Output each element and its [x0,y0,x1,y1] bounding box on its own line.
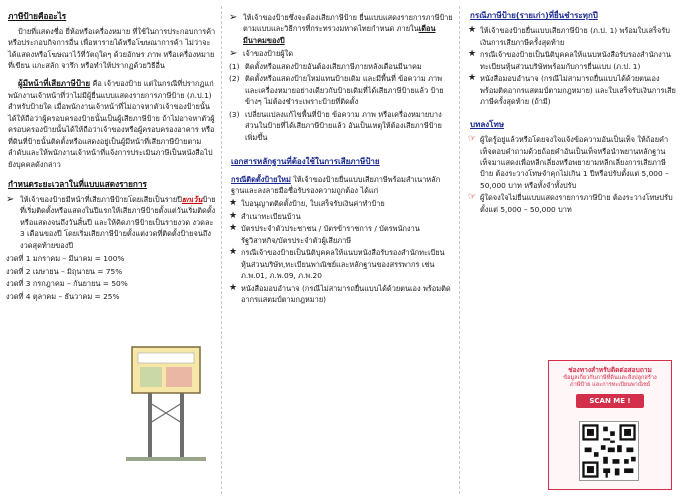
heading-filing-period: กำหนดระยะเวลาในที่แบบแสดงรายการ [8,179,147,190]
arrow-icon: ➢ [229,48,238,60]
paragraph-taxpayer [8,78,216,171]
column-left [6,8,216,304]
list-item [229,283,453,306]
star-icon: ★ [468,49,477,60]
column-divider [459,6,460,494]
item-number: (2) [229,74,240,84]
heading-penalties: บทลงโทษ [470,119,505,129]
item-text: ติดตั้งหรือแสดงป้ายใหม่แทนป้ายเดิม และมีพื้นที่ ข้อความ ภาพและเครื่องหมายอย่างเดียวกับป้ายเดิมที่ได้เสียภาษีป้ายแล้ว ป้ายข้างๆ ไม่ต้องชำระเพราะป้ายที่ติดตั้ง [245,74,444,107]
list-item [468,73,676,107]
heading-what-is-sign-tax: ภาษีป้ายคืออะไร [8,11,67,21]
hand-point-icon: ☞ [468,134,477,145]
penalty-item: ผู้ใดรู้อยู่แล้วหรือโดยจงใจแจ้งข้อความอันเป็นเท็จ ให้ถ้อยคำเท็จตอบคำถามด้วยถ้อยคำอันเป็นเท็จหรือนำพยานหลักฐานเท็จมาแสดงเพื่อหลีกเลี่ยงหรือพยายามหลีกเลี่ยงการเสียภาษีป้าย ต้องระวางโทษจำคุกไม่เกิน 1 ปีหรือปรับตั้งแต่ 5,000 – 50,000 บาท หรือทั้งจำทั้งปรับ [480,135,669,190]
list-item [229,247,453,281]
document-item: กรณีเจ้าของป้ายเป็นนิติบุคคลให้แนบหนังสือรับรองสำนักทะเบียนหุ้นส่วนบริษัท,ทะเบียนพาณิชย์และหลักฐานของสรรพากร เช่น ภ.พ.01, ภ.พ.09, ภ.พ.20 [241,248,445,281]
numbered-item [229,73,453,107]
list-item [229,198,453,209]
scan-me-label: SCAN ME ! [576,394,644,408]
contact-subtitle-2: ภาษีป้าย และการทะเบียนพาณิชย์ [569,382,651,389]
item-number: (1) [229,61,240,71]
renewal-item: หนังสือมอบอำนาจ (กรณีไม่สามารถยื่นแบบได้ด้วยตนเอง พร้อมติดอากรแสตมป์ตามกฎหมาย) และใบเสร็จรับเงินการเสียภาษีครั้งสุดท้าย (ถ้ามี) [480,74,676,107]
renewal-item: กรณีเจ้าของป้ายเป็นนิติบุคคลให้แนบหนังสือรับรองสำนักงานทะเบียนหุ้นส่วนบริษัทพร้อมกับการยื่นแบบ (ภ.ป. 1) [480,50,671,71]
new-sign-intro [231,174,453,197]
deadline-month: เดือนมีนาคมของปี [243,24,436,45]
contact-subtitle: ข้อมูลเกี่ยวกับภาษีที่ดินและสิ่งปลูกสร้าง [563,375,657,382]
document-item: สำเนาทะเบียนบ้าน [241,211,301,221]
arrow-icon: ➢ [229,12,238,23]
schedule-row: งวดที่ 3 กรกฎาคม – กันยายน = 50% [6,279,128,289]
column-middle [229,8,453,307]
contact-qr-panel [548,360,672,490]
heading-taxpayer: ผู้มีหน้าที่เสียภาษีป้าย [18,78,91,88]
item-text: เปลี่ยนแปลงแก้ไขพื้นที่ป้าย ข้อความ ภาพ หรือเครื่องหมายบางส่วนในป้ายที่ได้เสียภาษีป้ายแล้ว อันเป็นเหตุให้ต้องเสียภาษีป้ายเพิ่มขึ้น [245,109,442,142]
numbered-item [229,61,453,72]
list-item [468,192,676,215]
document-item: ใบอนุญาตติดตั้งป้าย, ใบเสร็จรับเงินค่าทำป้าย [241,199,385,209]
filing-text [20,194,216,251]
arrow-icon: ➢ [6,193,15,205]
exception-label: ยกเว้น [181,194,203,204]
numbered-item [229,109,453,143]
list-item [468,25,676,48]
list-item [229,12,453,46]
heading-documents: เอกสารหลักฐานที่ต้องใช้ในการเสียภาษีป้าย [231,157,380,167]
star-icon: ★ [468,25,477,36]
list-item [468,49,676,72]
schedule-row: งวดที่ 1 มกราคม – มีนาคม = 100% [6,254,125,264]
list-item [229,223,453,246]
qr-code[interactable] [579,421,639,481]
column-divider [221,6,222,494]
list-item [229,211,453,222]
star-icon: ★ [229,282,238,293]
owner-intro: เจ้าของป้ายผู้ใด [243,49,294,59]
list-item [229,48,453,59]
document-item: บัตรประจำตัวประชาชน / บัตรข้าราชการ / บัตรพนักงานรัฐวิสาหกิจ/บัตรประจำตัวผู้เสียภาษี [241,224,420,245]
schedule-row: งวดที่ 4 ตุลาคม – ธันวาคม = 25% [6,292,120,302]
column-right [468,8,676,216]
filing-text-pre: ให้เจ้าของป้ายมีหน้าที่เสียภาษีป้ายโดยเสียเป็นรายปี [20,194,182,204]
penalty-item: ผู้ใดจงใจไม่ยื่นแบบแสดงรายการภาษีป้าย ต้องระวางโทษปรับตั้งแต่ 5,000 – 50,000 บาท [480,193,673,214]
star-icon: ★ [229,247,238,258]
star-icon: ★ [229,210,238,221]
star-icon: ★ [229,198,238,209]
star-icon: ★ [229,223,238,234]
taxpayer-text: คือ เจ้าของป้าย แต่ในกรณีที่ปรากฏแก่พนักงานเจ้าหน้าที่ว่าไม่มีผู้ยื่นแบบแสดงรายการภาษีป้าย (ภ.ป.1) สำหรับป้ายใด เมื่อพนักงานเจ้าหน้าที่ไม่อาจหาตัวเจ้าของป้ายนั้นได้ให้ถือว่าผู้ครอบครองป้ายนั้นเป็นผู้เสียภาษีป้าย ถ้าไม่อาจหาตัวผู้ครอบครองป้ายนั้นได้ให้ถือว่าเจ้าของหรือผู้ครอบครองอาคาร หรือที่ดินที่ป้ายนั้นติดตั้งหรือแสดงอยู่เป็นผู้มีหน้าที่เสียภาษีป้ายตามลำดับและให้พนักงานเจ้าหน้าที่แจ้งการประเมินภาษีเป็นหนังสือไปยังบุคคลดังกล่าว [8,78,215,169]
new-sign-title: กรณีติดตั้งป้ายใหม่ [231,174,291,184]
list-item [468,134,676,191]
item-text: ติดตั้งหรือแสดงป้ายอันต้องเสียภาษีภายหลังเดือนมีนาคม [245,61,422,71]
document-item: หนังสือมอบอำนาจ (กรณีไม่สามารถยื่นแบบได้ด้วยตนเอง พร้อมติดอากรแสตมป์ตามกฎหมาย) [241,283,451,305]
paragraph-definition: ป้ายที่แสดงชื่อ ยี่ห้อหรือเครื่องหมาย ที่ใช้ในการประกอบการค้า หรือประกอบกิจการอื่น เพื่อหารายได้หรือโฆษณาการค้า ไม่ว่าจะได้แสดงหรือโฆษณาไว้ที่วัตถุใดๆ ด้วยอักษร ภาพ หรือเครื่องหมายที่เขียน แกะสลัก จารึก หรือทำให้ปรากฏด้วยวิธีอื่น [8,26,216,71]
qr-code-icon [580,422,638,480]
filing-text-post: ป้ายที่เริ่มติดตั้งหรือแสดงในปีแรกให้เสียภาษีป้ายตั้งแต่วันเริ่มติดตั้ง หรือแสดงจนถึงวันสิ้นปี และให้คิดภาษีป้ายเป็นรายงวด งวดละ 3 เดือนของปี โดยเริ่มเสียภาษีป้ายตั้งแต่งวดที่ติดตั้งป้ายจนถึงงวดสุดท้ายของปี [20,194,216,250]
installment-schedule [6,253,216,303]
new-sign-text: ให้เจ้าของป้ายยื่นแบบเสียภาษีพร้อมสำเนาหลักฐานและลงลายมือชื่อรับรองความถูกต้อง ได้แก่ [231,174,441,196]
list-item [6,194,216,251]
heading-renewal: กรณีภาษีป้าย(รายเก่า)ที่ยื่นชำระทุกปี [470,11,598,20]
renewal-item: ให้เจ้าของป้ายยื่นแบบเสียภาษีป้าย (ภ.ป. 1) พร้อมใบเสร็จรับเงินการเสียภาษีครั้งสุดท้าย [480,26,670,47]
item-number: (3) [229,109,240,119]
hand-point-icon: ☞ [468,192,477,203]
deadline-text [243,12,453,46]
schedule-row: งวดที่ 2 เมษายน – มิถุนายน = 75% [6,266,123,276]
billboard-illustration [126,343,206,463]
contact-title: ช่องทางสำหรับติดต่อสอบถาม [568,366,652,374]
deadline-text-pre: ให้เจ้าของป้ายซึ่งจะต้องเสียภาษีป้าย ยื่นแบบแสดงรายการภาษีป้ายตามแบบและวิธีการที่กระทรวงมหาดไทยกำหนด ภายใน [243,13,453,34]
star-icon: ★ [468,73,477,84]
